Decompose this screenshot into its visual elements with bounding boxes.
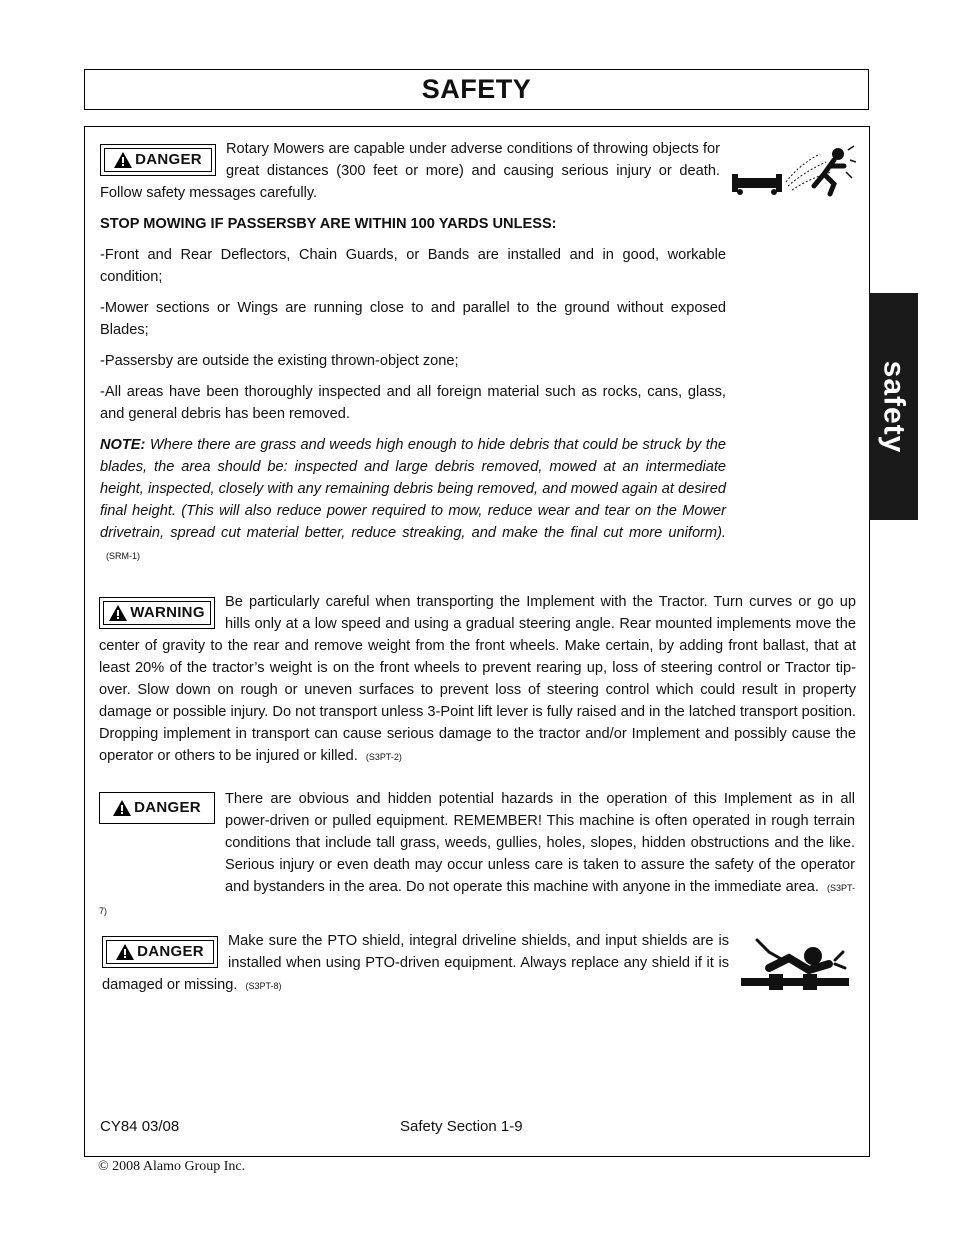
list-item: -Front and Rear Deflectors, Chain Guards, or Bands are installed and in good, workable condition; (100, 247, 726, 285)
thrown-object-hazard-icon (730, 144, 856, 202)
intro-text: Rotary Mowers are capable under adverse conditions of throwing objects for great distances (300 feet or more) and causing serious injury or death. Follow safety messages carefully. (100, 141, 720, 201)
footer-page-number: Safety Section 1-9 (400, 1118, 523, 1135)
section-hidden-hazards (99, 788, 855, 922)
reference-code: (S3PT-7) (99, 883, 855, 916)
danger-sign-label: DANGER (135, 151, 202, 168)
danger-sign (100, 144, 216, 176)
pto-text: Make sure the PTO shield, integral driveline shields, and input shields are is installed when using PTO-driven equipment. Always replace any shield if it is damaged or missing. (102, 933, 729, 993)
copyright: © 2008 Alamo Group Inc. (98, 1159, 246, 1174)
reference-code: (S3PT-2) (365, 752, 402, 762)
section-thrown-objects (100, 138, 726, 576)
warning-triangle-icon (114, 152, 132, 168)
note-paragraph (100, 434, 726, 567)
entanglement-hazard-icon (739, 934, 851, 996)
side-tab-label: safety (877, 360, 911, 453)
list-item: -All areas have been thoroughly inspected and all foreign material such as rocks, cans, glass, and general debris has been removed. (100, 384, 726, 422)
note-text: Where there are grass and weeds high enough to hide debris that could be struck by the blades, the area should be: inspected and large debris removed, mowed at an intermediate height, inspected, closely with any remaining debris being removed, and mowed again at desired final height. (This will also reduce power required to mow, reduce wear and tear on the Mower drivetrain, spread cut material better, reduce streaking, and make the final cut more uniform). (100, 437, 726, 541)
section-pto-shield (102, 930, 729, 997)
transport-text: Be particularly careful when transporting the Implement with the Tractor. Turn curves or go up hills only at a low speed and using a gradual steering angle. Rear mounted implements move the center of gravity to the rear and remove weight from the front wheels. Make certain, by adding front ballast, that at least 20% of the tractor’s weight is on the front wheels to prevent rearing up, loss of steering control or Tractor tip-over. Slow down on rough or uneven surfaces to prevent loss of steering control which could result in property damage or possible injury. Do not transport unless 3-Point lift lever is fully raised and in the latched transport position. Dropping implement in transport can cause serious damage to the tractor and/or Implement and possibly cause the operator or others to be injured or killed. (99, 594, 856, 764)
header-box (84, 69, 869, 110)
danger-sign (99, 792, 215, 824)
warning-sign-label: WARNING (130, 604, 205, 621)
list-item: -Mower sections or Wings are running close to and parallel to the ground without exposed Blades; (100, 300, 726, 338)
page-title: SAFETY (421, 74, 532, 104)
danger-sign-wrapper (99, 792, 215, 892)
section-transport-warning (99, 591, 856, 768)
warning-triangle-icon (116, 944, 134, 960)
footer-model: CY84 03/08 (100, 1118, 180, 1135)
warning-sign (99, 597, 215, 629)
reference-code: (S3PT-8) (245, 981, 282, 991)
danger-sign (102, 936, 218, 968)
danger-sign-label: DANGER (137, 943, 204, 960)
reference-code: (SRM-1) (106, 551, 140, 561)
list-item: -Passersby are outside the existing thrown-object zone; (100, 353, 459, 369)
warning-triangle-icon (113, 800, 131, 816)
warning-triangle-icon (109, 605, 127, 621)
side-tab (869, 293, 918, 520)
stop-mowing-heading: STOP MOWING IF PASSERSBY ARE WITHIN 100 YARDS UNLESS: (100, 216, 557, 232)
note-label: NOTE: (100, 437, 146, 453)
hazards-text: There are obvious and hidden potential hazards in the operation of this Implement as in all power-driven or pulled equipment. REMEMBER! This machine is often operated in rough terrain conditions that include tall grass, weeds, gullies, holes, slopes, hidden obstructions and the like. Serious injury or even death may occur unless care is taken to assure the safety of the operator and bystanders in the area. Do not operate this machine with anyone in the immediate area. (225, 791, 855, 895)
danger-sign-label: DANGER (134, 799, 201, 816)
